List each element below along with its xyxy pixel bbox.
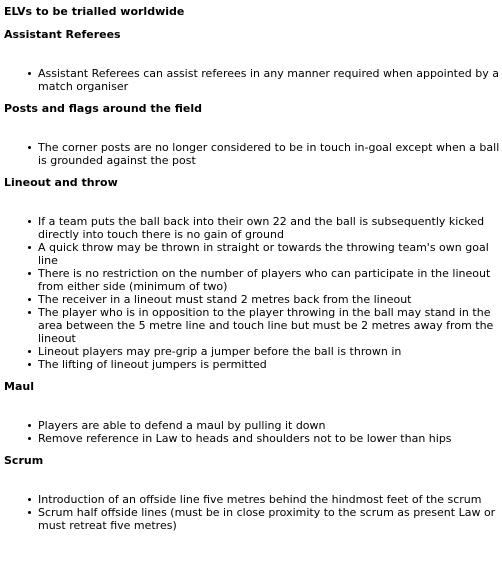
section-scrum [4,454,500,532]
section-heading: Lineout and throw [4,176,118,189]
list-item: The player who is in opposition to the player throwing in the ball may stand in the area between the 5 metre line and touch line but must be 2 metres away from the lineout [38,306,500,345]
list-item: If a team puts the ball back into their own 22 and the ball is subsequently kicked directly into touch there is no gain of ground [38,215,500,241]
section-lineout-and-throw [4,176,500,371]
section-maul [4,380,500,445]
list-item: Remove reference in Law to heads and shoulders not to be lower than hips [38,432,500,445]
section-heading: Posts and flags around the field [4,102,202,115]
bullet-list [4,67,500,93]
bullet-list [4,493,500,532]
list-item: A quick throw may be thrown in straight or towards the throwing team's own goal line [38,241,500,267]
section-posts-and-flags [4,102,500,167]
section-heading: Assistant Referees [4,28,121,41]
section-heading: Maul [4,380,34,393]
bullet-list [4,215,500,371]
document-body [4,5,500,532]
list-item: Introduction of an offside line five metres behind the hindmost feet of the scrum [38,493,500,506]
list-item: Scrum half offside lines (must be in close proximity to the scrum as present Law or must retreat five metres) [38,506,500,532]
bullet-list [4,141,500,167]
list-item: Assistant Referees can assist referees in any manner required when appointed by a match organiser [38,67,499,93]
list-item: There is no restriction on the number of players who can participate in the lineout from either side (minimum of two) [38,267,500,293]
section-assistant-referees [4,28,500,93]
list-item: Lineout players may pre-grip a jumper before the ball is thrown in [38,345,500,358]
list-item: Players are able to defend a maul by pulling it down [38,419,500,432]
list-item: The receiver in a lineout must stand 2 metres back from the lineout [38,293,500,306]
list-item: The corner posts are no longer considered to be in touch in-goal except when a ball is grounded against the post [38,141,500,167]
list-item: The lifting of lineout jumpers is permitted [38,358,500,371]
section-heading: Scrum [4,454,44,467]
bullet-list [4,419,500,445]
document-title: ELVs to be trialled worldwide [4,5,185,18]
